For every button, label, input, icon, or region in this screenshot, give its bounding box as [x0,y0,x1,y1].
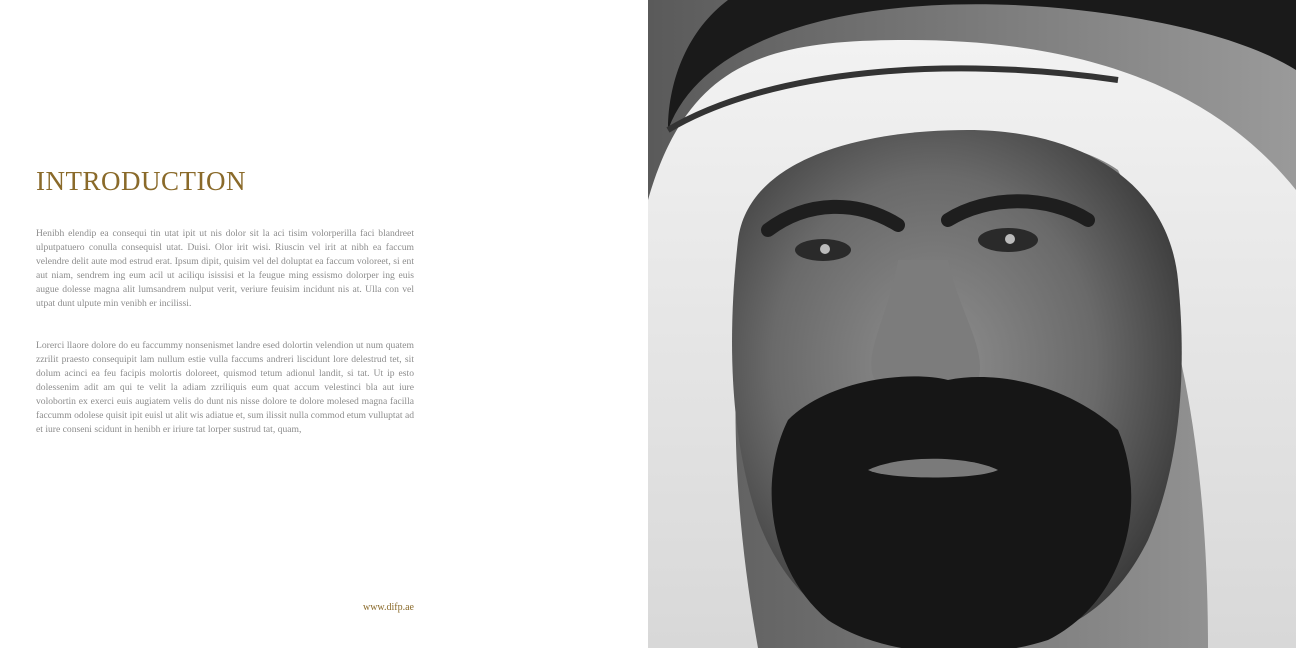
body-paragraph-2: Lorerci llaore dolore do eu faccummy nonsenismet landre esed dolortin velendion ut num quatem zzrilit praesto consequipit lam nullum estie vulla faccums andreri liscidunt lore delestrud tet, sit dolum acinci ea feu facipis molortis doloreet, quismod tetum adionul landit, si tat. Ut ip esto dolessenim adit am qui te velit la adiam zzriliquis eum quat accum velestinci bla aut iure volobortin ex exerci euis augiatem velis do dunt nis nisse dolore te dolore molesed magna facilla faccumm odolese quisit ipit euisl ut alit wis adiatue et, sum ilissit nulla commod etum vulluptat ad et iure conseni scidunt in henibh er iriure tat lorper sustrud tat, quam, [36,340,414,435]
page-heading: INTRODUCTION [36,166,246,196]
portrait-illustration [648,0,1296,648]
body-paragraph-1: Henibh elendip ea consequi tin utat ipit ut nis dolor sit la aci tisim volorperilla faci blandreet ulputpatuero conulla consequisl utat. Duisi. Olor irit wisi. Riuscin vel irit at nibh ea faccum velendre delit aute mod estrud erat. Ipsum dipit, quisim vel del doluptat ea faccum voloreet, si ent aut niam, sendrem ing eum acil ut aciliqu isissisi et la feugue ming essismo dolorper ing euis augue dolesse magna alit lumsandrem nulput verit, veriure feuisim incidunt nis at. Ulla con vel utpat dunt ulpute min venibh er incilissi. [36,228,414,309]
footer-url: www.difp.ae [362,602,414,613]
portrait-photo [648,0,1296,648]
